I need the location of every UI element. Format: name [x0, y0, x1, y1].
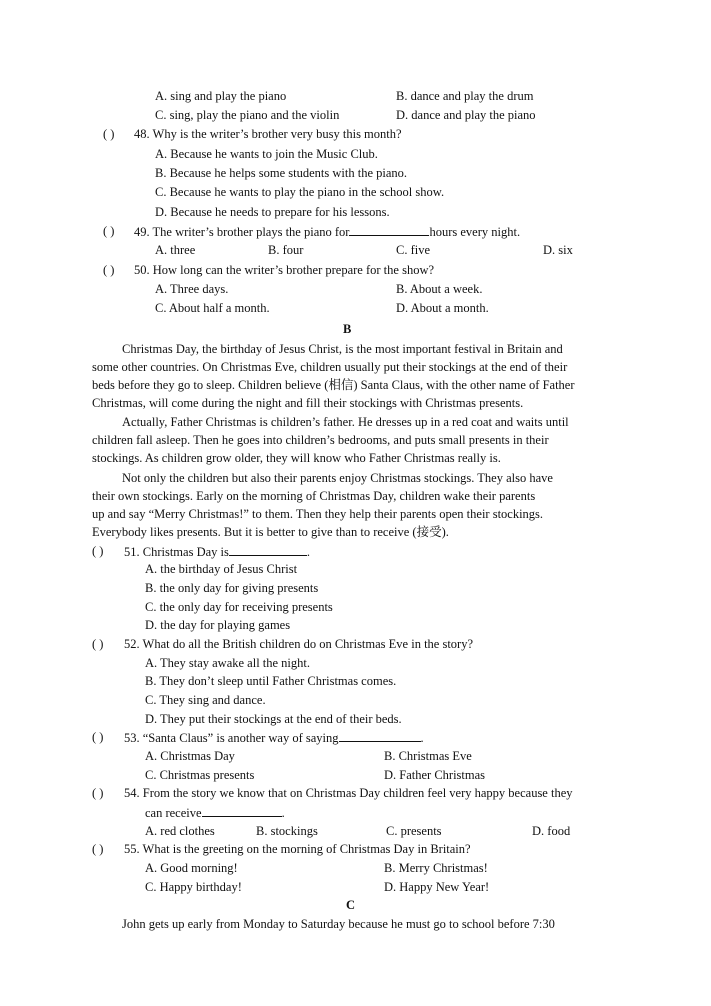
passage-b-p3-line2: their own stockings. Early on the morning of Christmas Day, children wake their parents — [92, 489, 536, 503]
q55-option-b: B. Merry Christmas! — [384, 861, 488, 875]
q53-blank[interactable] — [339, 729, 421, 742]
section-c-heading: C — [346, 898, 356, 912]
passage-b-p3-line3: up and say “Merry Christmas!” to them. Then they help their parents open their stockings. — [92, 507, 544, 521]
passage-b-p3-line4: Everybody likes presents. But it is better to give than to receive (接受). — [92, 525, 449, 539]
q50-option-b: B. About a week. — [396, 282, 483, 296]
q54-stem-line2: can receive . — [145, 806, 285, 820]
q54-option-b: B. stockings — [256, 824, 318, 838]
q50-option-c: C. About half a month. — [155, 301, 270, 315]
q51-option-c: C. the only day for receiving presents — [145, 600, 333, 614]
q53-stem-text: 53. “Santa Claus” is another way of saying — [124, 731, 339, 745]
q48-answer-paren[interactable]: ( ) — [103, 127, 115, 141]
q54-option-c: C. presents — [386, 824, 442, 838]
passage-b-p2-line3: stockings. As children grow older, they will know who Father Christmas really is. — [92, 451, 501, 465]
q54-stem: 54. From the story we know that on Christmas Day children feel very happy because they — [124, 786, 573, 800]
section-b-heading: B — [343, 322, 352, 336]
q48-option-b: B. Because he helps some students with the piano. — [155, 166, 408, 180]
passage-c-line1: John gets up early from Monday to Saturday because he must go to school before 7:30 — [122, 917, 555, 931]
q51-option-a: A. the birthday of Jesus Christ — [145, 562, 298, 576]
q50-stem: 50. How long can the writer’s brother prepare for the show? — [134, 263, 435, 277]
passage-b-p3-line1: Not only the children but also their parents enjoy Christmas stockings. They also have — [122, 471, 553, 485]
passage-b-p1-line3: beds before they go to sleep. Children believe (相信) Santa Claus, with the other name of Father — [92, 378, 575, 392]
q49-option-c: C. five — [396, 243, 431, 257]
q51-stem-text: 51. Christmas Day is — [124, 545, 229, 559]
q47-option-c: C. sing, play the piano and the violin — [155, 108, 340, 122]
q49-stem-after: hours every night. — [429, 225, 521, 239]
passage-b-p2-line2: children fall asleep. Then he goes into children’s bedrooms, and puts small presents in their — [92, 433, 549, 447]
q52-option-a: A. They stay awake all the night. — [145, 656, 311, 670]
q52-option-c: C. They sing and dance. — [145, 693, 266, 707]
q48-option-c: C. Because he wants to play the piano in the school show. — [155, 185, 445, 199]
q53-answer-paren[interactable]: ( ) — [92, 730, 104, 744]
q51-answer-paren[interactable]: ( ) — [92, 544, 104, 558]
q47-option-a: A. sing and play the piano — [155, 89, 287, 103]
q52-answer-paren[interactable]: ( ) — [92, 637, 104, 651]
q55-option-d: D. Happy New Year! — [384, 880, 490, 894]
q51-stem: 51. Christmas Day is . — [124, 545, 310, 559]
q49-blank[interactable] — [349, 223, 429, 236]
passage-b-p1-line2: some other countries. On Christmas Eve, children usually put their stockings at the end of their — [92, 360, 568, 374]
passage-b-p1-line4: Christmas, will come during the night and fill their stockings with Christmas presents. — [92, 396, 524, 410]
q55-stem: 55. What is the greeting on the morning of Christmas Day in Britain? — [124, 842, 471, 856]
q52-stem: 52. What do all the British children do on Christmas Eve in the story? — [124, 637, 474, 651]
q51-option-d: D. the day for playing games — [145, 618, 291, 632]
q49-answer-paren[interactable]: ( ) — [103, 224, 115, 238]
q48-option-a: A. Because he wants to join the Music Club. — [155, 147, 378, 161]
q52-option-b: B. They don’t sleep until Father Christmas comes. — [145, 674, 397, 688]
q53-option-a: A. Christmas Day — [145, 749, 235, 763]
q49-option-a: A. three — [155, 243, 196, 257]
q55-option-c: C. Happy birthday! — [145, 880, 242, 894]
q53-option-d: D. Father Christmas — [384, 768, 486, 782]
q50-option-a: A. Three days. — [155, 282, 229, 296]
q53-option-c: C. Christmas presents — [145, 768, 255, 782]
q51-blank[interactable] — [229, 543, 307, 556]
q54-option-a: A. red clothes — [145, 824, 215, 838]
q53-stem: 53. “Santa Claus” is another way of saying . — [124, 731, 424, 745]
q47-option-d: D. dance and play the piano — [396, 108, 536, 122]
q54-stem2-text: can receive — [145, 806, 202, 820]
q49-stem-before: 49. The writer’s brother plays the piano for — [134, 225, 350, 239]
passage-b-p2-line1: Actually, Father Christmas is children’s father. He dresses up in a red coat and waits until — [122, 415, 569, 429]
q55-option-a: A. Good morning! — [145, 861, 238, 875]
q49-option-d: D. six — [543, 243, 573, 257]
q54-answer-paren[interactable]: ( ) — [92, 786, 104, 800]
passage-b-p1-line1: Christmas Day, the birthday of Jesus Christ, is the most important festival in Britain and — [122, 342, 563, 356]
q48-option-d: D. Because he needs to prepare for his lessons. — [155, 205, 390, 219]
q51-option-b: B. the only day for giving presents — [145, 581, 319, 595]
q55-answer-paren[interactable]: ( ) — [92, 842, 104, 856]
q50-answer-paren[interactable]: ( ) — [103, 263, 115, 277]
q53-option-b: B. Christmas Eve — [384, 749, 472, 763]
q54-option-d: D. food — [532, 824, 571, 838]
q54-blank[interactable] — [202, 804, 282, 817]
q48-stem: 48. Why is the writer’s brother very busy this month? — [134, 127, 402, 141]
q49-stem — [134, 223, 520, 240]
q50-option-d: D. About a month. — [396, 301, 489, 315]
q47-option-b: B. dance and play the drum — [396, 89, 534, 103]
q49-option-b: B. four — [268, 243, 304, 257]
q52-option-d: D. They put their stockings at the end of their beds. — [145, 712, 402, 726]
